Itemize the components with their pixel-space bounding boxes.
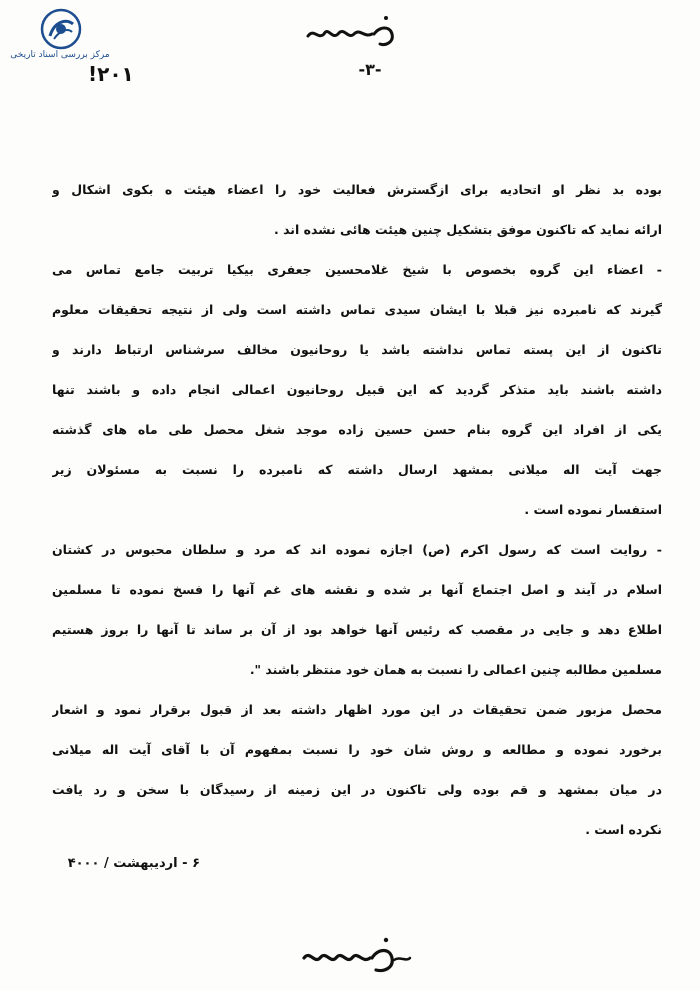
body-line: - اعضاء این گروه بخصوص با شیخ غلامحسین جعفری بیکیا تربیت جامع تماس می	[52, 262, 662, 277]
document-number: ۲۰۱!	[88, 62, 134, 86]
body-line: برخورد نموده و مطالعه و روش شان خود را نسبت بمفهوم آن با آقای آیت اله میلانی	[52, 742, 662, 757]
body-line: در میان بمشهد و قم بوده ولی تاکنون در این زمینه از رسیدگان با سخن و رد یافت	[52, 782, 662, 797]
body-line: بوده بد نظر او اتحادیه برای ازگسترش فعالیت خود را اعضاء هیئت ه بکوی اشکال و	[52, 182, 662, 197]
body-line: اسلام در آیند و اصل اجتماع آنها بر شده و نقشه های غم آنها را فسخ نموده تا مسلمین	[52, 582, 662, 597]
body-line: اطلاع دهد و جایی در مقصب که رئیس آنها خواهد بود از آن بر ساند تا آنها را بروز هستیم	[52, 622, 662, 637]
body-line: تاکنون از این پسته تماس نداشته باشد یا روحانیون مخالف سرشناس ارتباط دارند و	[52, 342, 662, 357]
body-line: گیرند که نامبرده نیز قبلا با ایشان سیدی تماس داشته است ولی از نتیجه تحقیقات معلوم	[52, 302, 662, 317]
body-line: ارائه نماید که تاکنون موفق بتشکیل چنین هیئت هائی نشده اند .	[273, 222, 662, 237]
archive-emblem-icon	[40, 8, 82, 50]
document-date: ۶ - اردیبهشت / ۴۰۰۰	[67, 856, 200, 871]
body-line: مسلمین مطالبه چنین اعمالی را نسبت به همان خود منتظر باشند ".	[249, 662, 662, 677]
body-line: - روایت است که رسول اکرم (ص) اجازه نموده اند که مرد و سلطان محبوس در کشتان	[52, 542, 662, 557]
body-line: جهت آیت اله میلانی بمشهد ارسال داشته که نامبرده را نسبت به مسئولان زیر	[52, 462, 662, 477]
body-line: محصل مزبور ضمن تحقیقات در این مورد اظهار داشته بعد از قبول برقرار نمود و اشعار	[52, 702, 662, 717]
body-line: داشته باشند باید متذکر گردید که این قبیل روحانیون اعمالی انجام داده و باشند تنها	[52, 382, 662, 397]
archive-logo	[10, 8, 110, 60]
document-body	[52, 170, 662, 850]
classification-stamp-bottom	[296, 930, 416, 974]
classification-stamp-top	[300, 6, 410, 48]
archive-logo-text: مرکز بررسی اسناد تاریخی	[10, 50, 110, 60]
body-line: استفسار نموده است .	[524, 502, 662, 517]
page-number: -۳-	[358, 60, 382, 79]
body-line: نکرده است .	[585, 822, 662, 837]
body-line: یکی از افراد این گروه بنام حسن حسین زاده موجد شغل محصل طی ماه های گذشته	[52, 422, 662, 437]
